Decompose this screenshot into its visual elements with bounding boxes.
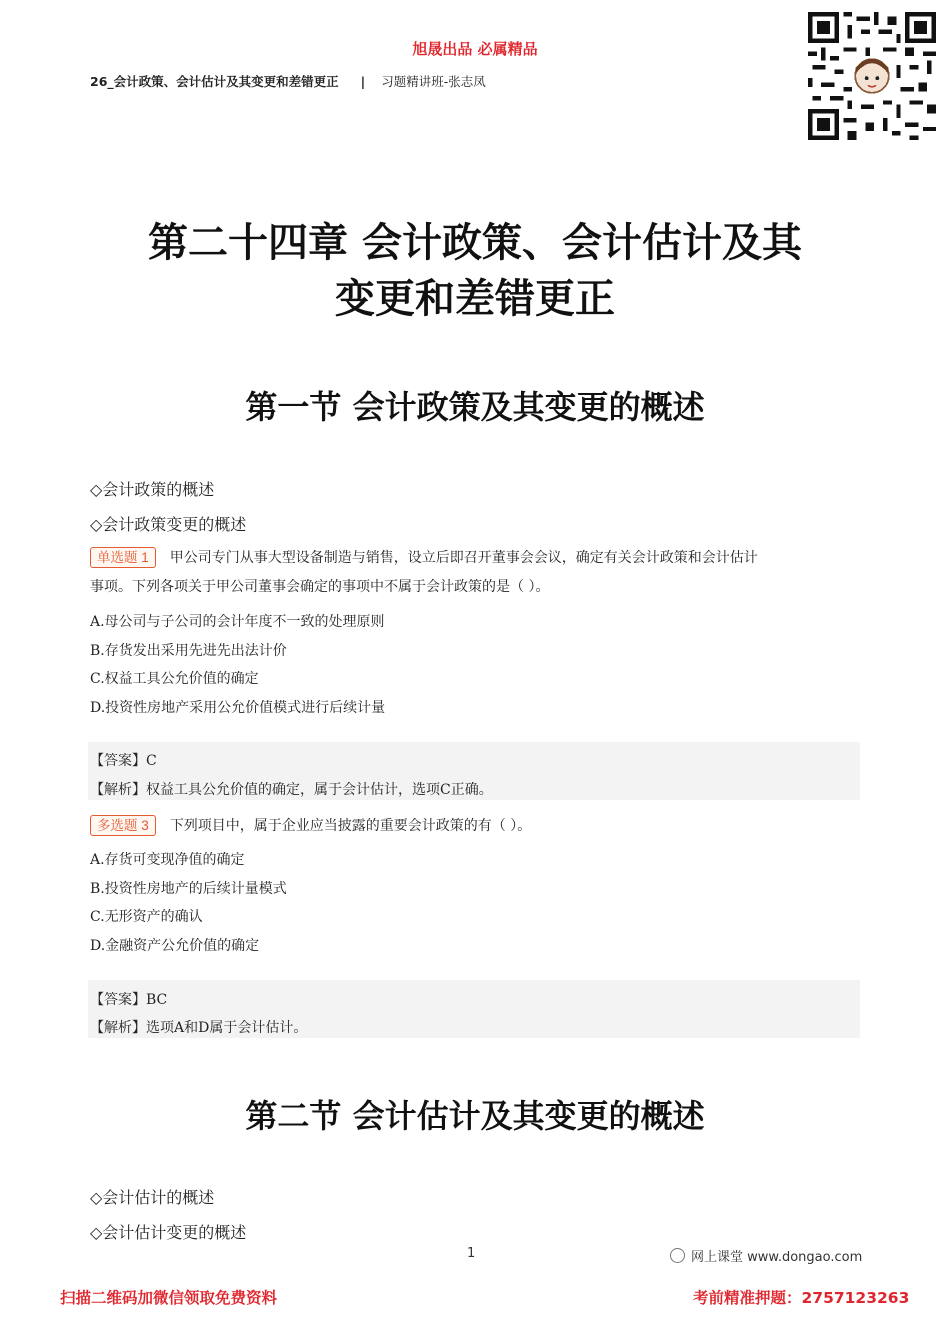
page-number: 1 [467,1246,476,1261]
question2-option-d: D.金融资产公允价值的确定 [90,938,260,954]
footer-promo-right: 考前精准押题：2757123263 [693,1289,910,1307]
question1-option-d: D.投资性房地产采用公允价值模式进行后续计量 [90,700,386,716]
header-doc-title: 26_会计政策、会计估计及其变更和差错更正 [90,74,339,89]
chapter-title-line2: 变更和差错更正 [335,275,615,322]
question1-tag: 单选题 1 [90,547,156,568]
section1-title: 第一节 会计政策及其变更的概述 [245,388,705,426]
chapter-title-line1: 第二十四章 会计政策、会计估计及其 [148,219,802,266]
question1-analysis: 【解析】权益工具公允价值的确定，属于会计估计，选项C正确。 [90,782,493,798]
question2-tag: 多选题 3 [90,815,156,836]
chapter-title [60,216,890,326]
footer-brand [670,1246,862,1265]
question1-option-c: C.权益工具公允价值的确定 [90,671,259,687]
question1-stem-line1: 甲公司专门从事大型设备制造与销售，设立后即召开董事会会议，确定有关会计政策和会计估计 [169,550,758,566]
question1-stem-line2: 事项。下列各项关于甲公司董事会确定的事项中不属于会计政策的是（ ）。 [90,579,550,595]
dongao-logo-icon [670,1248,685,1263]
section1-bullet-2: ◇会计政策变更的概述 [90,515,247,534]
section1-bullet-1: ◇会计政策的概述 [90,480,215,499]
question2-option-a: A.存货可变现净值的确定 [90,852,245,868]
footer-promo-left: 扫描二维码加微信领取免费资料 [60,1289,278,1307]
header-slogan: 旭晟出品 必属精品 [412,40,538,58]
question2-stem [90,812,860,841]
header-separator: | [360,74,366,89]
question2-option-b: B.投资性房地产的后续计量模式 [90,881,287,897]
section2-bullet-2: ◇会计估计变更的概述 [90,1223,247,1242]
question2-answer: 【答案】BC [90,992,168,1008]
question1-answer: 【答案】C [90,753,157,769]
section2-title: 第二节 会计估计及其变更的概述 [245,1097,705,1135]
running-header [90,72,486,90]
footer-brand-text: 网上课堂 www.dongao.com [691,1250,863,1265]
question2-option-c: C.无形资产的确认 [90,909,203,925]
qr-code-icon [808,12,936,140]
question1-stem [90,544,860,602]
question1-option-b: B.存货发出采用先进先出法计价 [90,643,287,659]
question2-analysis: 【解析】选项A和D属于会计估计。 [90,1020,308,1036]
question1-option-a: A.母公司与子公司的会计年度不一致的处理原则 [90,614,385,630]
section2-bullet-1: ◇会计估计的概述 [90,1188,215,1207]
header-course: 习题精讲班-张志凤 [381,74,486,89]
question2-stem-text: 下列项目中，属于企业应当披露的重要会计政策的有（ ）。 [169,818,532,834]
